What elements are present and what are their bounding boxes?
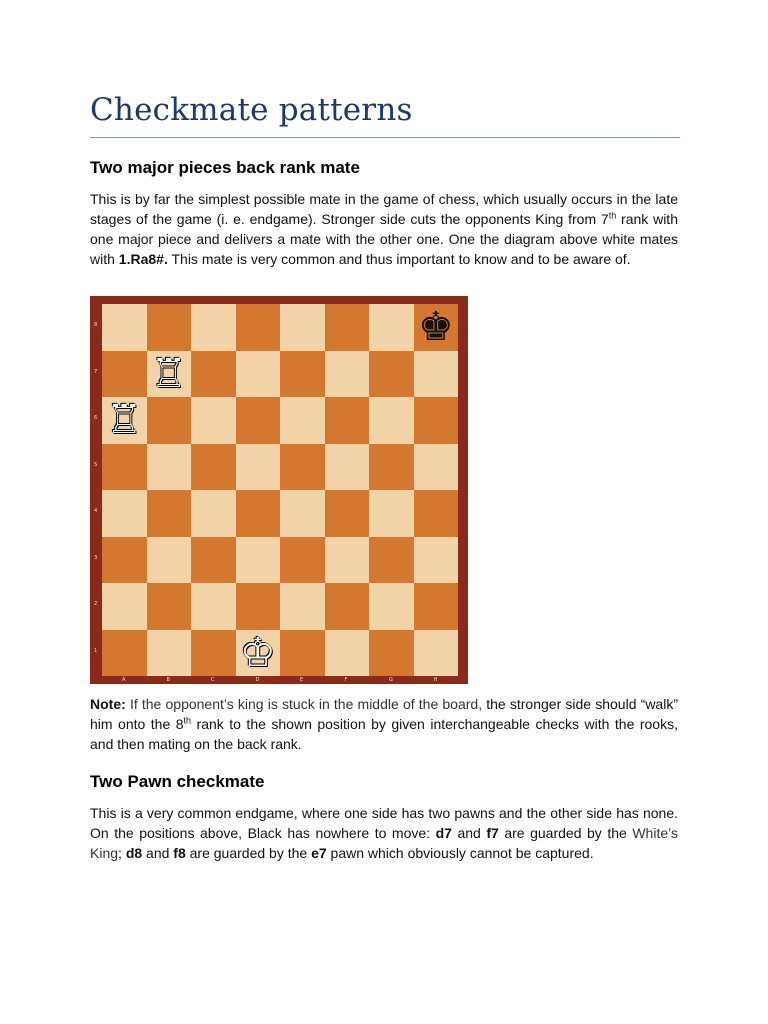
square-g8 [369, 304, 414, 351]
black-king-piece: ♚ [417, 304, 454, 351]
square-h3 [414, 537, 459, 584]
file-label: H [433, 677, 438, 683]
text-run: are guarded by the [498, 825, 633, 841]
chess-board [102, 304, 458, 676]
rank-label: 7 [94, 368, 98, 375]
square-g7 [369, 351, 414, 398]
file-label: D [255, 677, 260, 683]
white-king-piece: ♔ [239, 629, 276, 676]
rank-label: 8 [94, 322, 98, 328]
square-e7 [280, 351, 325, 398]
text-run: are guarded by the [185, 845, 312, 861]
square-a6 [102, 397, 147, 444]
rank-label: 3 [94, 554, 98, 561]
text-run: This is by far the simplest possible mate in the game of chess, which usually occurs in the late stages of the game (i. e. endgame). Stronger side cuts the opponents King from 7 [90, 191, 678, 227]
square-ref: f7 [486, 825, 499, 841]
square-c5 [191, 444, 236, 491]
square-c2 [191, 583, 236, 630]
rank-label: 1 [94, 647, 98, 654]
rank-label: 4 [94, 508, 98, 514]
square-ref: f8 [173, 845, 186, 861]
square-g2 [369, 583, 414, 630]
square-f3 [325, 537, 370, 584]
square-d1 [236, 630, 281, 677]
note-paragraph [90, 694, 678, 754]
text-run: pawn which obviously cannot be captured. [326, 845, 594, 861]
square-e4 [280, 490, 325, 537]
square-e2 [280, 583, 325, 630]
square-a7 [102, 351, 147, 398]
square-c4 [191, 490, 236, 537]
file-label: C [211, 677, 215, 683]
square-h5 [414, 444, 459, 491]
rank-label: 6 [94, 415, 98, 421]
square-d8 [236, 304, 281, 351]
paragraph-back-rank [90, 189, 678, 269]
square-a3 [102, 537, 147, 584]
square-b4 [147, 490, 192, 537]
paragraph-two-pawn [90, 803, 678, 863]
rank-label: 2 [94, 601, 98, 607]
square-d3 [236, 537, 281, 584]
square-b7 [147, 351, 192, 398]
superscript: th [183, 715, 192, 726]
file-label: F [344, 677, 348, 683]
square-g6 [369, 397, 414, 444]
square-c7 [191, 351, 236, 398]
file-label: A [122, 677, 126, 683]
square-g1 [369, 630, 414, 677]
note-label: Note: [90, 696, 126, 712]
square-f2 [325, 583, 370, 630]
square-a5 [102, 444, 147, 491]
square-h6 [414, 397, 459, 444]
white-rook-piece: ♖ [106, 397, 143, 444]
file-label: E [300, 677, 304, 683]
square-f7 [325, 351, 370, 398]
file-label: G [389, 677, 393, 683]
square-d7 [236, 351, 281, 398]
square-a8 [102, 304, 147, 351]
square-e1 [280, 630, 325, 677]
rank-label: 5 [94, 461, 98, 468]
text-run: This mate is very common and thus important to know and to be aware of. [167, 251, 631, 267]
square-c6 [191, 397, 236, 444]
text-run: White’s King [90, 825, 678, 861]
text-run: rank with one major piece and delivers a mate with the other one. One the diagram above white mates with [90, 211, 678, 267]
square-b5 [147, 444, 192, 491]
square-ref: e7 [311, 845, 327, 861]
square-h4 [414, 490, 459, 537]
square-b1 [147, 630, 192, 677]
square-c8 [191, 304, 236, 351]
chess-diagram [90, 296, 468, 684]
square-e6 [280, 397, 325, 444]
text-run: the stronger side should “walk” him onto the 8 [90, 696, 678, 732]
square-f1 [325, 630, 370, 677]
square-h1 [414, 630, 459, 677]
square-h8 [414, 304, 459, 351]
square-d2 [236, 583, 281, 630]
square-e8 [280, 304, 325, 351]
text-run: rank to the shown position by given interchangeable checks with the rooks, and then mating on the back rank. [90, 716, 678, 752]
section-heading-two-pawn: Two Pawn checkmate [90, 772, 265, 791]
square-a2 [102, 583, 147, 630]
square-h7 [414, 351, 459, 398]
page-title: Checkmate patterns [90, 92, 413, 128]
square-d5 [236, 444, 281, 491]
square-b2 [147, 583, 192, 630]
square-a4 [102, 490, 147, 537]
text-run: ; [118, 845, 126, 861]
square-c1 [191, 630, 236, 677]
section-heading-back-rank: Two major pieces back rank mate [90, 158, 360, 177]
square-g5 [369, 444, 414, 491]
square-e3 [280, 537, 325, 584]
square-ref: d8 [125, 845, 143, 861]
square-g4 [369, 490, 414, 537]
text-run: If the opponent’s king is stuck in the middle of the board, [125, 696, 483, 712]
superscript: th [608, 210, 617, 221]
title-divider [90, 137, 680, 138]
text-run: and [451, 825, 487, 841]
white-rook-piece: ♖ [150, 350, 187, 397]
square-f6 [325, 397, 370, 444]
square-d4 [236, 490, 281, 537]
square-f8 [325, 304, 370, 351]
square-c3 [191, 537, 236, 584]
square-b3 [147, 537, 192, 584]
square-a1 [102, 630, 147, 677]
square-f4 [325, 490, 370, 537]
square-b8 [147, 304, 192, 351]
square-h2 [414, 583, 459, 630]
move-notation: 1.Ra8#. [118, 251, 168, 267]
square-f5 [325, 444, 370, 491]
text-run: This is a very common endgame, where one side has two pawns and the other side has none. On the positions above, Black has nowhere to move: [90, 805, 678, 841]
square-ref: d7 [435, 825, 452, 841]
square-d6 [236, 397, 281, 444]
square-g3 [369, 537, 414, 584]
square-e5 [280, 444, 325, 491]
text-run: and [142, 845, 174, 861]
file-label: B [166, 677, 170, 683]
square-b6 [147, 397, 192, 444]
